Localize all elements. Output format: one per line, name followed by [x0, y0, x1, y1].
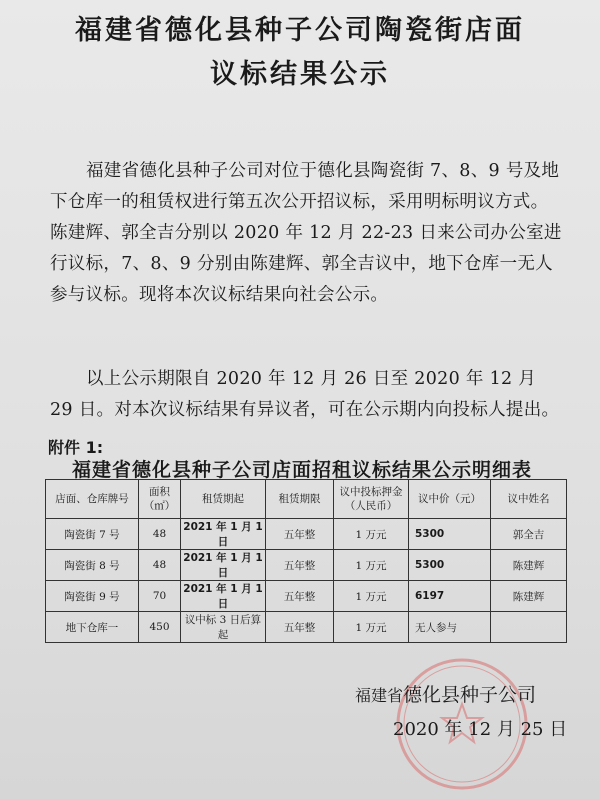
cell-area: 48 — [139, 519, 181, 550]
header-cell: 议中投标押金 （人民币） — [334, 480, 409, 519]
title-line-2: 议标结果公示 — [210, 59, 390, 90]
cell-name: 陈建辉 — [491, 581, 567, 612]
signature-prefix: 福建省 — [355, 686, 404, 705]
header-cell: 面积 （㎡） — [139, 480, 181, 519]
header-cell: 议中价（元） — [409, 480, 491, 519]
title-line-1: 福建省德化县种子公司陶瓷街店面 — [75, 15, 525, 46]
result-table — [45, 479, 567, 643]
body-paragraph-1: 福建省德化县种子公司对位于德化县陶瓷街 7、8、9 号及地下仓库一的租赁权进行第五次公开招议标，采用明标明议方式。陈建辉、郭全吉分别以 2020 年 12 月 22-23 日来公司办公室进行议标，7、8、9 分别由陈建辉、郭全吉议中，地下仓库一无人参与议标。现将本次议标结果向社会公示。 — [50, 161, 562, 305]
cell-area: 48 — [139, 550, 181, 581]
cell-area: 70 — [139, 581, 181, 612]
cell-deposit: 1 万元 — [334, 581, 409, 612]
cell-location: 陶瓷街 8 号 — [46, 550, 139, 581]
signature-company: 德化县种子公司 — [403, 684, 537, 706]
cell-price: 5300 — [409, 519, 491, 550]
cell-price: 6197 — [409, 581, 491, 612]
table-row — [46, 519, 567, 550]
cell-location: 陶瓷街 9 号 — [46, 581, 139, 612]
cell-price: 无人参与 — [409, 612, 491, 643]
signature-organization — [355, 680, 536, 707]
cell-deposit: 1 万元 — [334, 612, 409, 643]
header-cell: 租赁期限 — [266, 480, 334, 519]
cell-location: 陶瓷街 7 号 — [46, 519, 139, 550]
cell-start: 2021 年 1 月 1 日 — [181, 519, 266, 550]
cell-area: 450 — [139, 612, 181, 643]
cell-price: 5300 — [409, 550, 491, 581]
signature-date: 2020 年 12 月 25 日 — [393, 719, 568, 740]
cell-start: 2021 年 1 月 1 日 — [181, 581, 266, 612]
cell-name — [491, 612, 567, 643]
header-cell: 店面、仓库牌号 — [46, 480, 139, 519]
table-row — [46, 612, 567, 643]
attachment-label: 附件 1: — [48, 438, 104, 457]
cell-term: 五年整 — [266, 612, 334, 643]
table-row — [46, 581, 567, 612]
cell-deposit: 1 万元 — [334, 550, 409, 581]
cell-name: 陈建辉 — [491, 550, 567, 581]
cell-start: 议中标 3 日后算起 — [181, 612, 266, 643]
table-header-row — [46, 480, 567, 519]
table-title: 福建省德化县种子公司店面招租议标结果公示明细表 — [72, 459, 533, 481]
cell-location: 地下仓库一 — [46, 612, 139, 643]
cell-deposit: 1 万元 — [334, 519, 409, 550]
cell-start: 2021 年 1 月 1 日 — [181, 550, 266, 581]
body-paragraph-2: 以上公示期限自 2020 年 12 月 26 日至 2020 年 12 月 29 日。对本次议标结果有异议者，可在公示期内向投标人提出。 — [50, 369, 560, 420]
cell-name: 郭全吉 — [491, 519, 567, 550]
cell-term: 五年整 — [266, 519, 334, 550]
header-cell: 租赁期起 — [181, 480, 266, 519]
cell-term: 五年整 — [266, 550, 334, 581]
cell-term: 五年整 — [266, 581, 334, 612]
header-cell: 议中姓名 — [491, 480, 567, 519]
table-row — [46, 550, 567, 581]
